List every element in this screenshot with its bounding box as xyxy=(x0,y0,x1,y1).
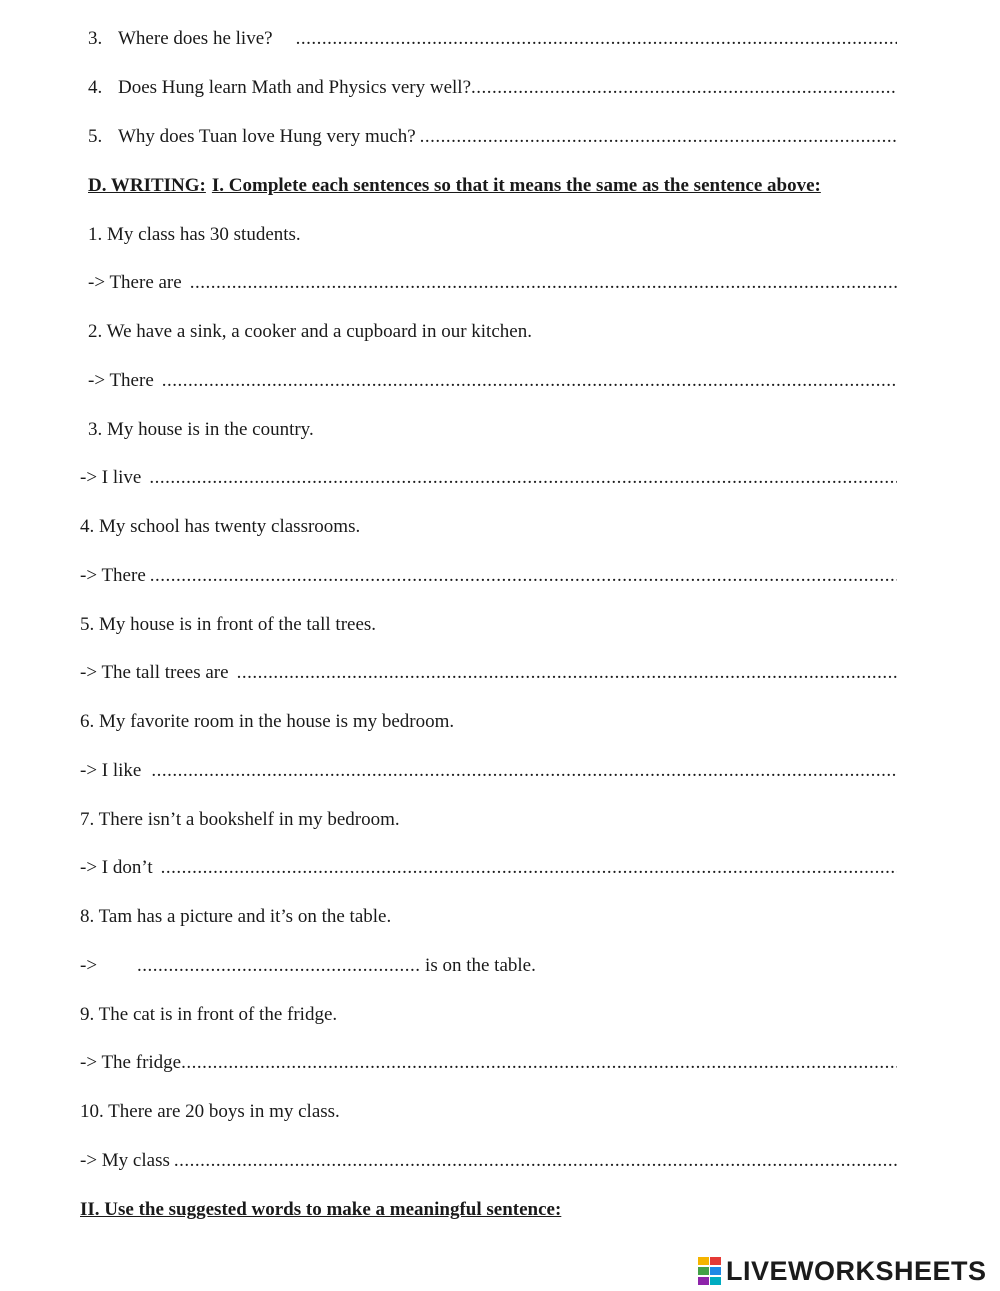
answer-lead: -> There xyxy=(88,370,154,391)
item-prompt-4: 4. My school has twenty classrooms. xyxy=(80,516,361,537)
liveworksheets-logo-icon xyxy=(698,1257,722,1285)
question-number: 4. xyxy=(88,77,103,98)
answer-line[interactable] xyxy=(174,1150,897,1172)
question-number: 3. xyxy=(88,28,103,49)
item-prompt-5: 5. My house is in front of the tall trees. xyxy=(80,614,377,635)
answer-tail: is on the table. xyxy=(425,955,536,976)
item-prompt-3: 3. My house is in the country. xyxy=(88,419,314,440)
item-answer-1 xyxy=(88,272,897,294)
answer-line[interactable] xyxy=(420,126,897,148)
question-text: Why does Tuan love Hung very much? xyxy=(118,126,416,147)
answer-lead: -> I live xyxy=(80,467,142,488)
answer-line[interactable] xyxy=(149,467,897,489)
part-2-heading: II. Use the suggested words to make a meaningful sentence: xyxy=(80,1199,562,1220)
answer-line[interactable] xyxy=(162,370,897,392)
answer-line[interactable] xyxy=(161,857,897,879)
item-prompt-7: 7. There isn’t a bookshelf in my bedroom. xyxy=(80,809,400,830)
question-text: Where does he live? xyxy=(118,28,273,49)
question-4 xyxy=(88,77,897,99)
section-title: I. Complete each sentences so that it means the same as the sentence above: xyxy=(211,175,821,196)
item-answer-8 xyxy=(80,955,536,977)
answer-lead: -> The fridge xyxy=(80,1052,182,1073)
answer-lead: -> I like xyxy=(80,760,142,781)
answer-line[interactable] xyxy=(471,77,897,99)
item-answer-6 xyxy=(80,760,897,782)
question-number: 5. xyxy=(88,126,103,147)
item-answer-3 xyxy=(80,467,897,489)
item-prompt-1: 1. My class has 30 students. xyxy=(88,224,301,245)
item-prompt-6: 6. My favorite room in the house is my bedroom. xyxy=(80,711,455,732)
logo-text: LIVEWORKSHEETS xyxy=(726,1255,987,1286)
item-answer-2 xyxy=(88,370,897,392)
answer-line[interactable] xyxy=(151,760,897,782)
answer-line[interactable] xyxy=(137,955,419,977)
item-answer-5 xyxy=(80,662,897,684)
question-5 xyxy=(88,126,897,148)
section-d-heading xyxy=(88,175,821,197)
answer-lead: -> My class xyxy=(80,1150,170,1171)
answer-line[interactable] xyxy=(296,28,897,50)
liveworksheets-logo xyxy=(698,1254,987,1288)
answer-lead: -> xyxy=(80,955,98,976)
answer-line[interactable] xyxy=(190,272,897,294)
answer-lead: -> The tall trees are xyxy=(80,662,229,683)
answer-lead: -> There are xyxy=(88,272,182,293)
question-text: Does Hung learn Math and Physics very well? xyxy=(118,77,472,98)
answer-line[interactable] xyxy=(150,565,897,587)
item-prompt-10: 10. There are 20 boys in my class. xyxy=(80,1101,340,1122)
item-answer-9 xyxy=(80,1052,897,1074)
answer-line[interactable] xyxy=(181,1052,897,1074)
item-answer-4 xyxy=(80,565,897,587)
answer-lead: -> I don’t xyxy=(80,857,153,878)
answer-lead: -> There xyxy=(80,565,146,586)
item-answer-7 xyxy=(80,857,897,879)
section-label: D. WRITING: xyxy=(88,175,206,196)
item-prompt-2: 2. We have a sink, a cooker and a cupboard in our kitchen. xyxy=(88,321,532,342)
item-prompt-9: 9. The cat is in front of the fridge. xyxy=(80,1004,338,1025)
item-answer-10 xyxy=(80,1150,897,1172)
question-3 xyxy=(88,28,897,50)
answer-line[interactable] xyxy=(237,662,897,684)
item-prompt-8: 8. Tam has a picture and it’s on the table. xyxy=(80,906,392,927)
